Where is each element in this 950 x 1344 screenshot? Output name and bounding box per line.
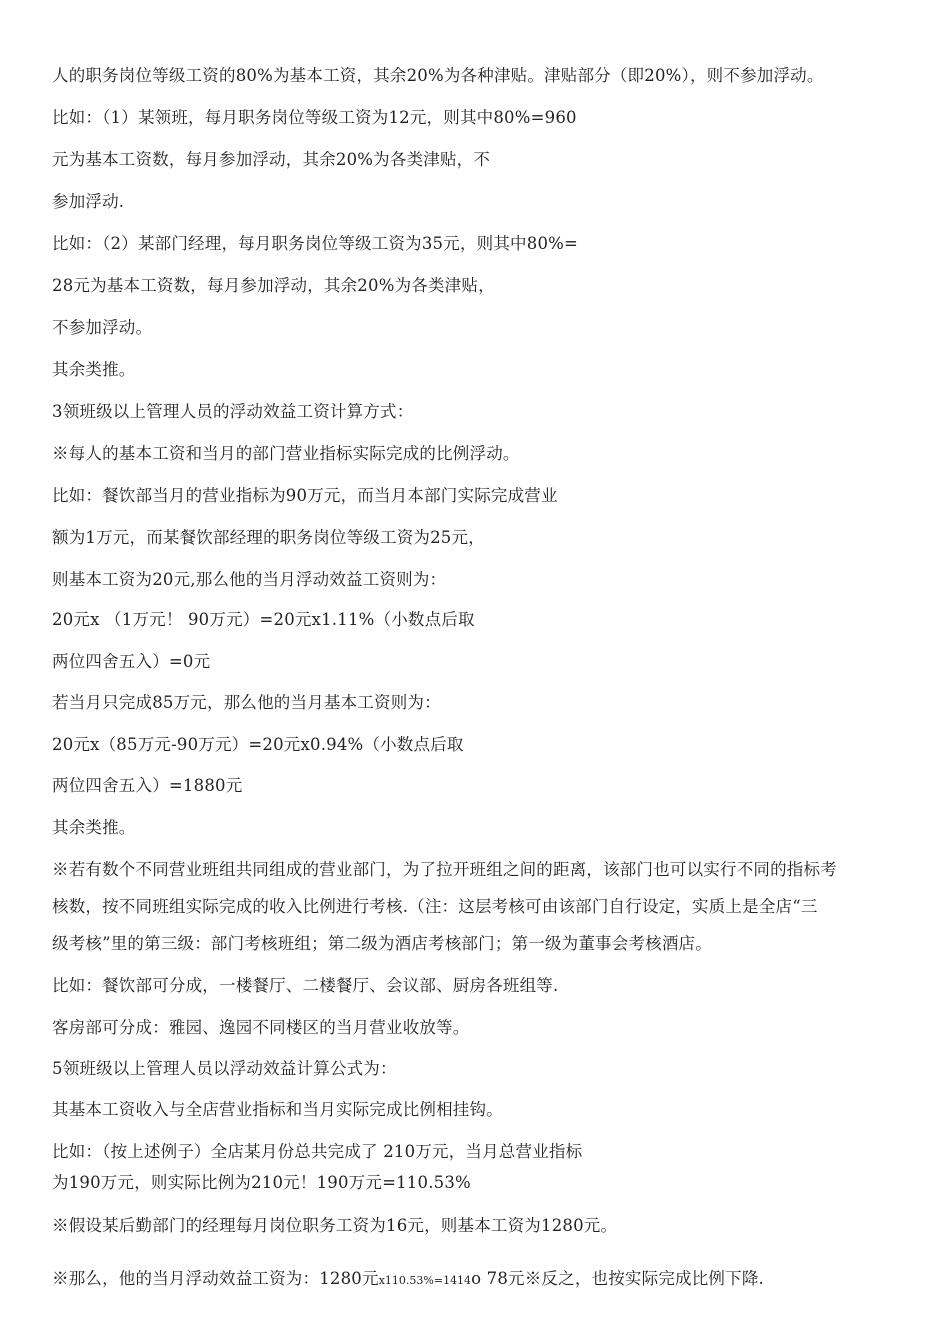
text-line: 比如：餐饮部当月的营业指标为90万元，而当月本部门实际完成营业 bbox=[52, 486, 558, 505]
text-line: 则基本工资为20元,那么他的当月浮动效益工资则为： bbox=[52, 570, 447, 589]
text-line: 其基本工资收入与全店营业指标和当月实际完成比例相挂钩。 bbox=[52, 1100, 503, 1119]
text-line: 参加浮动. bbox=[52, 192, 125, 211]
text-line: 若当月只完成85万元，那么他的当月基本工资则为： bbox=[52, 693, 441, 712]
text-line: ※若有数个不同营业班组共同组成的营业部门，为了拉开班组之间的距离，该部门也可以实行不同的指标考 bbox=[52, 860, 837, 879]
text-line: 两位四舍五入）=1880元 bbox=[52, 776, 243, 795]
text-line: ※每人的基本工资和当月的部门营业指标实际完成的比例浮动。 bbox=[52, 444, 520, 463]
text-line: 元为基本工资数，每月参加浮动，其余20%为各类津贴，不 bbox=[52, 150, 491, 169]
text-line: 3领班级以上管理人员的浮动效益工资计算方式： bbox=[52, 402, 414, 421]
text-line-last bbox=[52, 1268, 764, 1292]
text-line: 比如：（2）某部门经理，每月职务岗位等级工资为35元，则其中80%= bbox=[52, 234, 579, 253]
text-line: 为190万元，则实际比例为210元！190万元=110.53% bbox=[52, 1173, 471, 1192]
text-line: 比如：餐饮部可分成，一楼餐厅、二楼餐厅、会议部、厨房各班组等. bbox=[52, 976, 559, 995]
text-line: 20元x（85万元-90万元）=20元x0.94%（小数点后取 bbox=[52, 735, 464, 754]
text-line: 客房部可分成：雅园、逸园不同楼区的当月营业收放等。 bbox=[52, 1018, 470, 1037]
text-line: 20元x （1万元！ 90万元）=20元x1.11%（小数点后取 bbox=[52, 610, 475, 629]
text-line: 额为1万元，而某餐饮部经理的职务岗位等级工资为25元， bbox=[52, 528, 485, 547]
text-line: 人的职务岗位等级工资的80%为基本工资，其余20%为各种津贴。津贴部分（即20%），则不参加浮动。 bbox=[52, 66, 824, 85]
text-line: 比如：（1）某领班，每月职务岗位等级工资为12元，则其中80%=960 bbox=[52, 108, 577, 127]
text-line: 其余类推。 bbox=[52, 360, 136, 379]
last-line-part1: ※那么，他的当月浮动效益工资为：1280元 bbox=[52, 1269, 379, 1288]
last-line-part3: o 78元※反之，也按实际完成比例下降. bbox=[471, 1269, 764, 1288]
text-line: 两位四舍五入）=0元 bbox=[52, 652, 211, 671]
text-line: 其余类推。 bbox=[52, 818, 136, 837]
text-line: 5领班级以上管理人员以浮动效益计算公式为： bbox=[52, 1059, 397, 1078]
text-line: ※假设某后勤部门的经理每月岗位职务工资为16元，则基本工资为1280元。 bbox=[52, 1216, 618, 1235]
text-line: 级考核”里的第三级：部门考核班组；第二级为酒店考核部门；第一级为董事会考核酒店。 bbox=[52, 934, 712, 953]
last-line-formula: x110.53%=1414 bbox=[378, 1274, 472, 1287]
text-line: 28元为基本工资数，每月参加浮动，其余20%为各类津贴， bbox=[52, 276, 495, 295]
text-line: 比如：（按上述例子）全店某月份总共完成了 210万元，当月总营业指标 bbox=[52, 1142, 583, 1161]
text-line: 不参加浮动。 bbox=[52, 318, 153, 337]
text-line: 核数，按不同班组实际完成的收入比例进行考核.（注：这层考核可由该部门自行设定，实质上是全店“三 bbox=[52, 897, 818, 916]
